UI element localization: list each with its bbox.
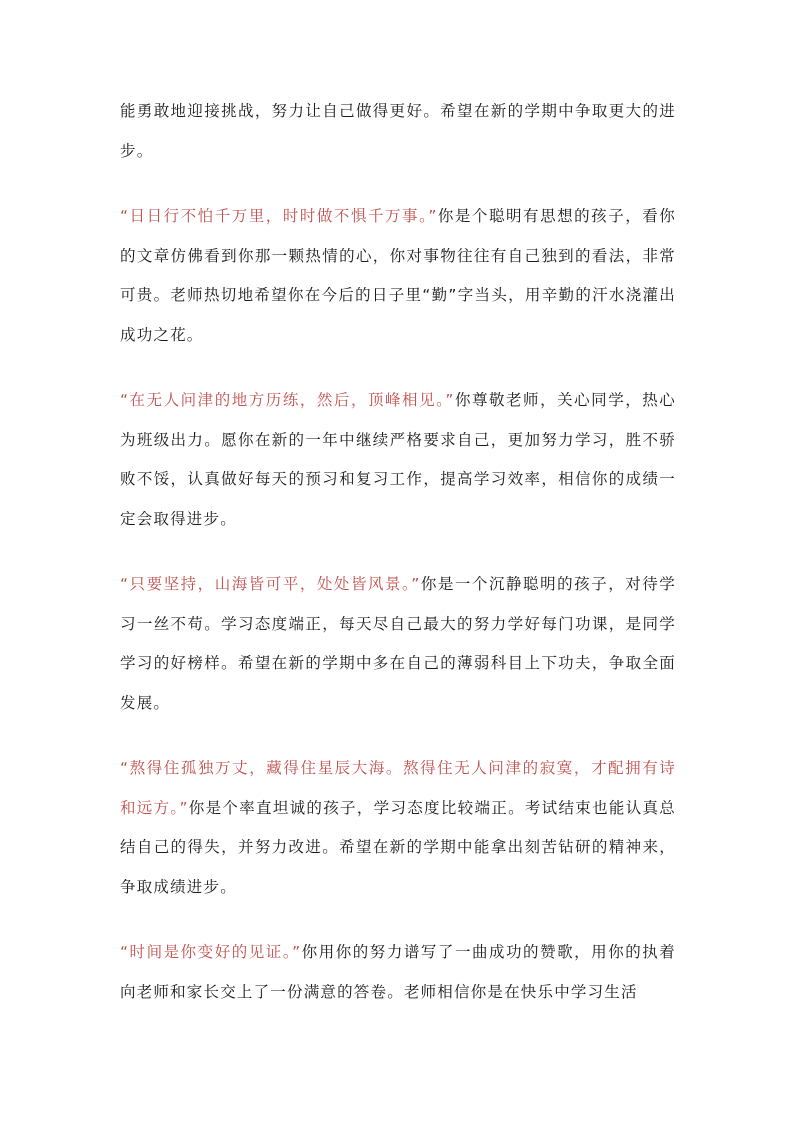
quote-text: “日日行不怕千万里，时时做不惧千万事。” xyxy=(120,207,438,225)
quote-text: “时间是你变好的见证。” xyxy=(120,943,302,961)
paragraph-2 xyxy=(120,197,676,355)
paragraph-4 xyxy=(120,565,676,723)
paragraph-6 xyxy=(120,933,676,1012)
paragraph-3 xyxy=(120,381,676,539)
comment-text: 你是个聪明有思想的孩子，看你的文章仿佛看到你那一颗热情的心，你对事物往往有自己独到的看法，非常可贵。老师热切地希望你在今后的日子里“勤”字当头，用辛勤的汗水浇灌出成功之花。 xyxy=(120,207,676,344)
quote-text: “只要坚持，山海皆可平，处处皆风景。” xyxy=(120,575,421,593)
comment-text: 能勇敢地迎接挑战，努力让自己做得更好。希望在新的学期中争取更大的进步。 xyxy=(120,102,676,160)
comment-text: 你是一个沉静聪明的孩子，对待学习一丝不苟。学习态度端正，每天尽自己最大的努力学好每门功课，是同学学习的好榜样。希望在新的学期中多在自己的薄弱科目上下功夫，争取全面发展。 xyxy=(120,575,676,712)
paragraph-5 xyxy=(120,749,676,907)
document-body xyxy=(120,92,676,1038)
quote-text: “在无人问津的地方历练，然后，顶峰相见。” xyxy=(120,391,455,409)
comment-text: 你尊敬老师，关心同学，热心为班级出力。愿你在新的一年中继续严格要求自己，更加努力学习，胜不骄败不馁，认真做好每天的预习和复习工作，提高学习效率，相信你的成绩一定会取得进步。 xyxy=(120,391,676,528)
comment-text: 你是个率直坦诚的孩子，学习态度比较端正。考试结束也能认真总结自己的得失，并努力改进。希望在新的学期中能拿出刻苦钻研的精神来，争取成绩进步。 xyxy=(120,798,676,896)
quote-text: “熬得住孤独万丈，藏得住星辰大海。熬得住无人问津的寂寞，才配拥有诗和远方。” xyxy=(120,759,676,817)
comment-text: 你用你的努力谱写了一曲成功的赞歌，用你的执着向老师和家长交上了一份满意的答卷。老师相信你是在快乐中学习生活 xyxy=(120,943,676,1001)
paragraph-1 xyxy=(120,92,676,171)
